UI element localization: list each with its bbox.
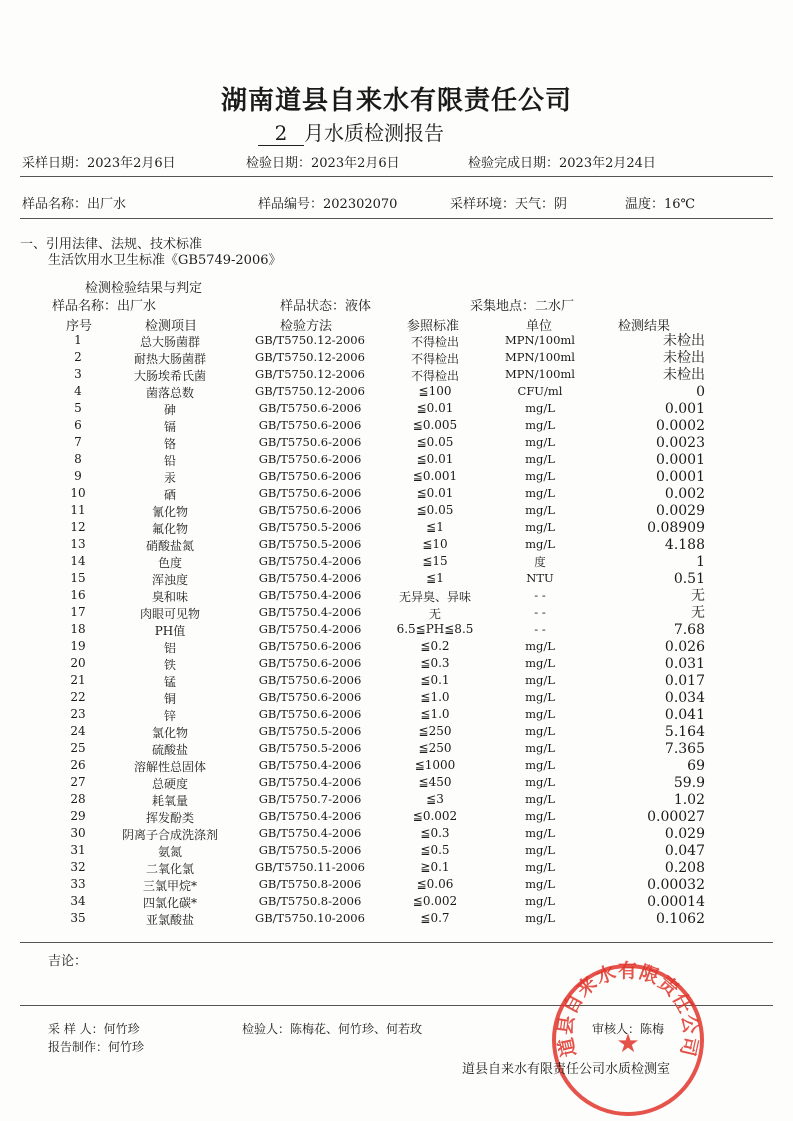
row-result: 无 xyxy=(691,588,705,604)
row-result: 0.08909 xyxy=(647,520,705,536)
row-result: 7.68 xyxy=(673,622,705,638)
row-no: 31 xyxy=(70,843,86,857)
row-ref: ≦0.06 xyxy=(416,877,454,891)
row-unit: mg/L xyxy=(525,809,555,823)
row-no: 24 xyxy=(70,724,86,738)
row-result: 未检出 xyxy=(663,333,705,349)
row-unit: mg/L xyxy=(525,911,555,925)
row-item: 硝酸盐氮 xyxy=(145,539,194,553)
row-item: 菌落总数 xyxy=(145,386,194,400)
row-item: 总大肠菌群 xyxy=(139,335,200,349)
row-result: 0.1062 xyxy=(656,911,705,927)
row-method: GB/T5750.10-2006 xyxy=(255,911,365,925)
col-header-result: 检测结果 xyxy=(618,319,671,334)
row-method: GB/T5750.12-2006 xyxy=(255,350,365,364)
row-unit: mg/L xyxy=(525,656,555,670)
row-item: 铁 xyxy=(163,658,176,672)
row-no: 26 xyxy=(70,758,86,772)
row-item: 铜 xyxy=(163,692,176,706)
sample-number: 样品编号：202302070 xyxy=(258,197,398,212)
row-no: 10 xyxy=(70,486,86,500)
row-unit: MPN/100ml xyxy=(505,350,575,364)
row-no: 5 xyxy=(74,401,82,415)
row-ref: 6.5≦PH≦8.5 xyxy=(396,622,474,636)
row-method: GB/T5750.5-2006 xyxy=(258,741,362,755)
row-method: GB/T5750.6-2006 xyxy=(258,418,362,432)
row-ref: ≦250 xyxy=(418,741,452,755)
row-item: 总硬度 xyxy=(151,777,188,791)
row-method: GB/T5750.5-2006 xyxy=(258,843,362,857)
sampling-date: 采样日期：2023年2月6日 xyxy=(22,156,176,171)
row-ref: ≦0.01 xyxy=(416,401,454,415)
row-no: 22 xyxy=(70,690,86,704)
row-item: 色度 xyxy=(157,556,182,570)
row-result: 5.164 xyxy=(664,724,705,740)
row-result: 59.9 xyxy=(673,775,705,791)
row-ref: ≦0.002 xyxy=(412,894,458,908)
row-result: 0.00014 xyxy=(647,894,705,910)
row-no: 17 xyxy=(70,605,86,619)
row-method: GB/T5750.4-2006 xyxy=(258,622,362,636)
row-result: 1 xyxy=(696,554,705,570)
table-row xyxy=(0,520,793,537)
row-result: 0.002 xyxy=(664,486,705,502)
row-no: 12 xyxy=(70,520,86,534)
row-result: 无 xyxy=(691,605,705,621)
row-ref: ≦10 xyxy=(422,537,448,551)
row-no: 4 xyxy=(74,384,82,398)
row-unit: 度 xyxy=(534,555,546,569)
row-item: 三氯甲烷* xyxy=(142,879,197,893)
row-method: GB/T5750.4-2006 xyxy=(258,775,362,789)
row-no: 30 xyxy=(70,826,86,840)
standard-reference: 生活饮用水卫生标准《GB5749-2006》 xyxy=(48,253,282,268)
row-ref: ≦0.002 xyxy=(412,809,458,823)
row-no: 28 xyxy=(70,792,86,806)
row-ref: ≦1.0 xyxy=(420,707,450,721)
row-item: 大肠埃希氏菌 xyxy=(133,369,206,383)
row-method: GB/T5750.4-2006 xyxy=(258,571,362,585)
row-result: 0.208 xyxy=(664,860,705,876)
row-method: GB/T5750.12-2006 xyxy=(255,384,365,398)
row-ref: ≦1 xyxy=(426,520,444,534)
row-method: GB/T5750.12-2006 xyxy=(255,367,365,381)
row-unit: mg/L xyxy=(525,792,555,806)
row-no: 33 xyxy=(70,877,86,891)
row-ref: ≦0.7 xyxy=(420,911,450,925)
temperature: 温度：16℃ xyxy=(625,197,696,212)
row-result: 0.00032 xyxy=(647,877,705,893)
row-unit: mg/L xyxy=(525,520,555,534)
row-method: GB/T5750.6-2006 xyxy=(258,503,362,517)
table-row xyxy=(0,469,793,486)
row-no: 6 xyxy=(74,418,82,432)
row-unit: MPN/100ml xyxy=(505,367,575,381)
row-result: 0.0001 xyxy=(656,452,705,468)
row-item: 肉眼可见物 xyxy=(139,607,200,621)
table-row xyxy=(0,333,793,350)
row-item: 挥发酚类 xyxy=(145,811,194,825)
row-result: 0.034 xyxy=(664,690,705,706)
row-unit: NTU xyxy=(526,571,554,585)
row-result: 0 xyxy=(696,384,705,400)
row-item: 硒 xyxy=(163,488,176,502)
row-method: GB/T5750.8-2006 xyxy=(258,894,362,908)
row-unit: mg/L xyxy=(525,486,555,500)
row-method: GB/T5750.4-2006 xyxy=(258,758,362,772)
row-unit: - - xyxy=(534,588,546,602)
row-result: 0.0001 xyxy=(656,469,705,485)
row-method: GB/T5750.12-2006 xyxy=(255,333,365,347)
row-result: 0.00027 xyxy=(647,809,705,825)
row-no: 13 xyxy=(70,537,86,551)
report-month: 2 xyxy=(258,121,304,146)
row-unit: mg/L xyxy=(525,537,555,551)
col-header-ref: 参照标准 xyxy=(407,319,460,334)
row-ref: 不得检出 xyxy=(410,335,459,349)
row-unit: mg/L xyxy=(525,452,555,466)
seal-text: 道县自来水有限责任公司 xyxy=(554,960,702,1060)
row-item: 铝 xyxy=(163,641,176,655)
row-result: 0.51 xyxy=(673,571,705,587)
row-unit: mg/L xyxy=(525,435,555,449)
reviewer: 审核人：陈梅 xyxy=(592,1022,665,1036)
table-row xyxy=(0,435,793,452)
row-no: 19 xyxy=(70,639,86,653)
row-no: 20 xyxy=(70,656,86,670)
row-item: 浑浊度 xyxy=(151,573,188,587)
row-item: 硫酸盐 xyxy=(151,743,188,757)
row-no: 29 xyxy=(70,809,86,823)
row-method: GB/T5750.4-2006 xyxy=(258,554,362,568)
row-method: GB/T5750.6-2006 xyxy=(258,486,362,500)
row-method: GB/T5750.6-2006 xyxy=(258,469,362,483)
divider xyxy=(20,176,773,177)
row-unit: - - xyxy=(534,605,546,619)
table-row xyxy=(0,826,793,843)
col-header-no: 序号 xyxy=(66,319,93,334)
row-no: 32 xyxy=(70,860,86,874)
row-result: 0.0023 xyxy=(656,435,705,451)
row-unit: mg/L xyxy=(525,741,555,755)
inspector: 检验人：陈梅花、何竹珍、何若玫 xyxy=(242,1022,423,1036)
row-unit: mg/L xyxy=(525,894,555,908)
row-method: GB/T5750.6-2006 xyxy=(258,639,362,653)
lab-name: 道县自来水有限责任公司水质检测室 xyxy=(462,1062,671,1077)
row-method: GB/T5750.5-2006 xyxy=(258,537,362,551)
row-ref: ≦250 xyxy=(418,724,452,738)
row-ref: ≦0.01 xyxy=(416,486,454,500)
seal-star-icon: ★ xyxy=(616,1029,640,1059)
row-unit: mg/L xyxy=(525,826,555,840)
row-ref: ≦0.5 xyxy=(420,843,450,857)
row-no: 34 xyxy=(70,894,86,908)
row-item: 砷 xyxy=(163,403,176,417)
table-row xyxy=(0,452,793,469)
row-method: GB/T5750.6-2006 xyxy=(258,656,362,670)
row-unit: mg/L xyxy=(525,707,555,721)
row-ref: 不得检出 xyxy=(410,369,459,383)
row-ref: ≦0.05 xyxy=(416,435,454,449)
row-result: 0.0002 xyxy=(656,418,705,434)
row-method: GB/T5750.6-2006 xyxy=(258,707,362,721)
row-method: GB/T5750.11-2006 xyxy=(255,860,365,874)
row-item: 氯化物 xyxy=(151,726,188,740)
row-item: 氰化物 xyxy=(151,505,188,519)
table-row xyxy=(0,724,793,741)
table-row xyxy=(0,877,793,894)
table-row xyxy=(0,554,793,571)
row-item: 溶解性总固体 xyxy=(133,760,206,774)
row-method: GB/T5750.5-2006 xyxy=(258,724,362,738)
row-unit: mg/L xyxy=(525,639,555,653)
row-item: 氨氮 xyxy=(157,845,182,859)
row-no: 8 xyxy=(74,452,82,466)
row-result: 0.0029 xyxy=(656,503,705,519)
table-row xyxy=(0,673,793,690)
row-unit: mg/L xyxy=(525,758,555,772)
sample-name: 样品名称：出厂水 xyxy=(22,197,127,212)
row-no: 27 xyxy=(70,775,86,789)
table-row xyxy=(0,775,793,792)
row-item: 氟化物 xyxy=(151,522,188,536)
row-item: 四氯化碳* xyxy=(142,896,197,910)
row-item: 铅 xyxy=(163,454,176,468)
table-row xyxy=(0,588,793,605)
row-result: 0.017 xyxy=(664,673,705,689)
row-item: 汞 xyxy=(163,471,176,485)
results-heading: 检测检验结果与判定 xyxy=(85,281,203,296)
row-ref: ≦1.0 xyxy=(420,690,450,704)
row-method: GB/T5750.4-2006 xyxy=(258,605,362,619)
row-method: GB/T5750.8-2006 xyxy=(258,877,362,891)
report-maker: 报告制作：何竹珍 xyxy=(48,1040,145,1054)
row-method: GB/T5750.5-2006 xyxy=(258,520,362,534)
row-result: 0.026 xyxy=(664,639,705,655)
table-row xyxy=(0,571,793,588)
table-row xyxy=(0,707,793,724)
row-method: GB/T5750.4-2006 xyxy=(258,588,362,602)
results-location: 采集地点：二水厂 xyxy=(470,299,575,314)
row-unit: - - xyxy=(534,622,546,636)
row-ref: ≦0.001 xyxy=(412,469,458,483)
row-method: GB/T5750.7-2006 xyxy=(258,792,362,806)
row-result: 7.365 xyxy=(664,741,705,757)
row-method: GB/T5750.6-2006 xyxy=(258,401,362,415)
table-row xyxy=(0,605,793,622)
row-result: 0.029 xyxy=(664,826,705,842)
row-result: 0.001 xyxy=(664,401,705,417)
table-row xyxy=(0,860,793,877)
row-ref: ≦450 xyxy=(418,775,452,789)
row-item: 耐热大肠菌群 xyxy=(133,352,206,366)
row-unit: mg/L xyxy=(525,401,555,415)
row-no: 3 xyxy=(74,367,82,381)
row-unit: mg/L xyxy=(525,877,555,891)
row-item: 二氧化氯 xyxy=(145,862,194,876)
row-method: GB/T5750.4-2006 xyxy=(258,809,362,823)
testing-date: 检验日期：2023年2月6日 xyxy=(246,156,400,171)
row-item: 臭和味 xyxy=(151,590,188,604)
table-row xyxy=(0,367,793,384)
table-row xyxy=(0,894,793,911)
table-row xyxy=(0,384,793,401)
row-method: GB/T5750.6-2006 xyxy=(258,452,362,466)
row-unit: mg/L xyxy=(525,673,555,687)
results-sample-state: 样品状态：液体 xyxy=(280,299,372,314)
row-result: 1.02 xyxy=(673,792,705,808)
row-method: GB/T5750.6-2006 xyxy=(258,673,362,687)
row-item: PH值 xyxy=(154,624,186,638)
table-row xyxy=(0,911,793,928)
table-row xyxy=(0,792,793,809)
row-no: 14 xyxy=(70,554,86,568)
table-row xyxy=(0,622,793,639)
row-result: 69 xyxy=(687,758,705,774)
row-no: 23 xyxy=(70,707,86,721)
row-unit: CFU/ml xyxy=(517,384,563,398)
table-row xyxy=(0,656,793,673)
row-unit: mg/L xyxy=(525,469,555,483)
row-result: 未检出 xyxy=(663,350,705,366)
row-ref: 无异臭、异味 xyxy=(398,590,471,604)
official-seal xyxy=(548,960,708,1120)
row-ref: ≦0.05 xyxy=(416,503,454,517)
row-result: 未检出 xyxy=(663,367,705,383)
standards-heading: 一、引用法律、法规、技术标准 xyxy=(20,237,203,252)
row-ref: ≧0.1 xyxy=(420,860,450,874)
table-row xyxy=(0,350,793,367)
conclusion-label: 吉论： xyxy=(48,954,88,969)
table-row xyxy=(0,758,793,775)
row-no: 7 xyxy=(74,435,82,449)
row-unit: MPN/100ml xyxy=(505,333,575,347)
row-method: GB/T5750.6-2006 xyxy=(258,690,362,704)
row-item: 铬 xyxy=(163,437,176,451)
row-no: 15 xyxy=(70,571,86,585)
table-row xyxy=(0,741,793,758)
row-ref: ≦0.005 xyxy=(412,418,458,432)
row-no: 35 xyxy=(70,911,86,925)
row-item: 镉 xyxy=(163,420,176,434)
row-item: 锌 xyxy=(163,709,176,723)
row-unit: mg/L xyxy=(525,775,555,789)
completion-date: 检验完成日期：2023年2月24日 xyxy=(468,156,656,171)
table-row xyxy=(0,843,793,860)
sampler: 采 样 人：何竹珍 xyxy=(48,1022,140,1036)
row-method: GB/T5750.6-2006 xyxy=(258,435,362,449)
col-header-method: 检验方法 xyxy=(280,319,333,334)
col-header-unit: 单位 xyxy=(526,319,553,334)
row-ref: ≦0.1 xyxy=(420,673,450,687)
row-result: 0.047 xyxy=(664,843,705,859)
row-ref: ≦0.01 xyxy=(416,452,454,466)
row-no: 18 xyxy=(70,622,86,636)
row-ref: ≦15 xyxy=(422,554,448,568)
row-unit: mg/L xyxy=(525,418,555,432)
row-ref: ≦1 xyxy=(426,571,444,585)
report-title-suffix: 月水质检测报告 xyxy=(304,121,444,145)
row-unit: mg/L xyxy=(525,843,555,857)
row-ref: ≦100 xyxy=(418,384,452,398)
row-no: 2 xyxy=(74,350,82,364)
row-ref: 不得检出 xyxy=(410,352,459,366)
row-no: 11 xyxy=(70,503,86,517)
row-result: 0.041 xyxy=(664,707,705,723)
table-row xyxy=(0,537,793,554)
row-no: 1 xyxy=(74,333,82,347)
row-item: 锰 xyxy=(163,675,176,689)
table-row xyxy=(0,401,793,418)
table-row xyxy=(0,486,793,503)
row-result: 4.188 xyxy=(664,537,705,553)
row-unit: mg/L xyxy=(525,503,555,517)
report-subtitle xyxy=(258,117,444,146)
row-result: 0.031 xyxy=(664,656,705,672)
row-method: GB/T5750.4-2006 xyxy=(258,826,362,840)
row-unit: mg/L xyxy=(525,690,555,704)
table-row xyxy=(0,503,793,520)
row-ref: ≦0.3 xyxy=(420,656,450,670)
row-ref: ≦0.3 xyxy=(420,826,450,840)
divider xyxy=(20,218,773,219)
divider xyxy=(20,942,773,943)
row-item: 耗氧量 xyxy=(151,794,188,808)
row-item: 阴离子合成洗涤剂 xyxy=(121,828,218,842)
table-row xyxy=(0,418,793,435)
row-ref: ≦0.2 xyxy=(420,639,450,653)
row-no: 16 xyxy=(70,588,86,602)
col-header-item: 检测项目 xyxy=(145,319,198,334)
results-sample-name: 样品名称：出厂水 xyxy=(52,299,157,314)
report-company-title: 湖南道县自来水有限责任公司 xyxy=(220,86,572,116)
row-ref: 无 xyxy=(428,607,441,621)
table-row xyxy=(0,690,793,707)
sampling-environment: 采样环境：天气：阴 xyxy=(450,197,568,212)
row-ref: ≦1000 xyxy=(414,758,456,772)
row-item: 亚氯酸盐 xyxy=(145,913,194,927)
row-unit: mg/L xyxy=(525,724,555,738)
table-row xyxy=(0,809,793,826)
row-no: 9 xyxy=(74,469,82,483)
row-no: 25 xyxy=(70,741,86,755)
row-unit: mg/L xyxy=(525,860,555,874)
row-ref: ≦3 xyxy=(426,792,444,806)
table-row xyxy=(0,639,793,656)
row-no: 21 xyxy=(70,673,86,687)
